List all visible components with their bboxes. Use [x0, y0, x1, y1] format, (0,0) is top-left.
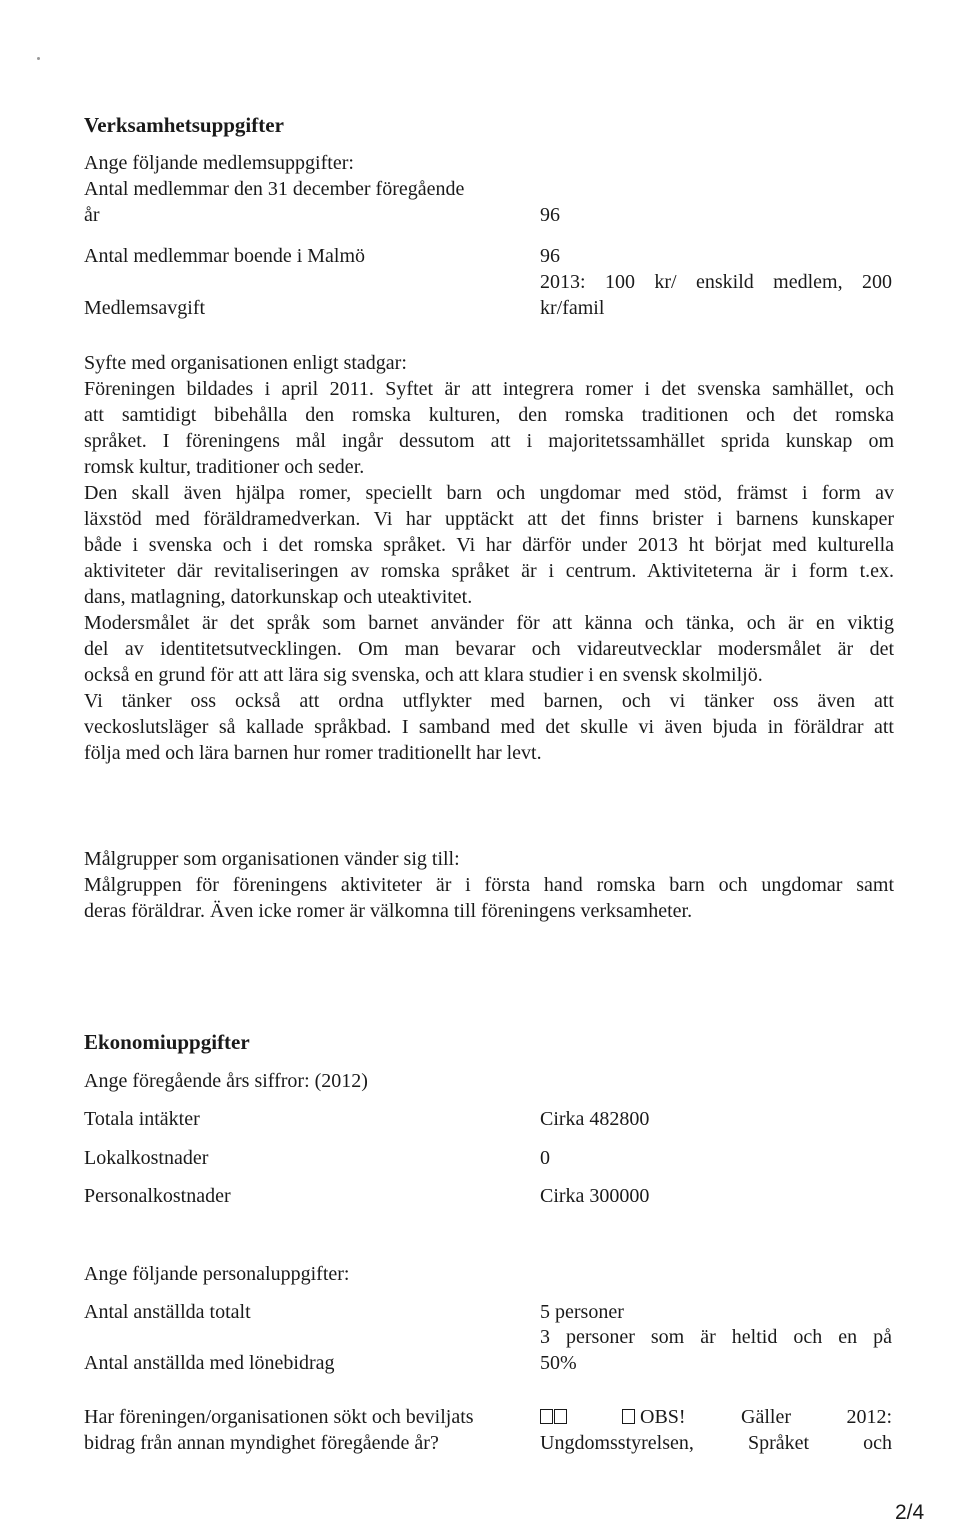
ekonomi-row-label: Lokalkostnader [84, 1147, 209, 1169]
personal-bidrag-label: Antal anställda med lönebidrag [84, 1352, 335, 1374]
malgrupp-paragraph [84, 872, 894, 924]
syfte-line: språket. I föreningens mål ingår dessutom att i majoritetssamhället sprida kunskap om [84, 430, 894, 452]
syfte-heading: Syfte med organisationen enligt stadgar: [84, 352, 407, 374]
personal-bidrag-value-line2: 50% [540, 1352, 577, 1374]
malmo-value: 96 [540, 245, 560, 267]
syfte-line: också en grund för att att lära sig svenska, och att klara studier i en svensk skolmiljö. [84, 664, 763, 686]
syfte-line: veckoslutsläger så kallade språkbad. I samband med det skulle vi även bjuda in föräldrar att [84, 716, 894, 738]
fee-value-line2: kr/famil [540, 297, 605, 319]
page-number: 2/4 [895, 1501, 925, 1524]
syfte-line: Den skall även hjälpa romer, speciellt barn och ungdomar med stöd, främst i form av [84, 482, 894, 504]
syfte-line: att samtidigt bibehålla den romska kulturen, den romska traditionen och det romska [84, 404, 894, 426]
personal-total-label: Antal anställda totalt [84, 1301, 251, 1323]
ekonomi-row-value: Cirka 300000 [540, 1185, 650, 1207]
section-heading-verksamhet: Verksamhetsuppgifter [84, 113, 284, 137]
checkbox-icon[interactable] [540, 1409, 553, 1424]
ekonomi-row-value: 0 [540, 1147, 550, 1169]
ekonomi-row-value: Cirka 482800 [540, 1108, 650, 1130]
bidrag-checkboxes-pair [540, 1404, 568, 1430]
checkbox-icon[interactable] [622, 1409, 635, 1424]
checkbox-icon[interactable] [554, 1409, 567, 1424]
malgrupp-line: deras föräldrar. Även icke romer är välkomna till föreningens verksamheter. [84, 900, 693, 922]
ekonomi-row-label: Personalkostnader [84, 1185, 231, 1207]
scan-speck [37, 57, 40, 60]
bidrag-question-line1: Har föreningen/organisationen sökt och beviljats [84, 1406, 474, 1428]
personal-bidrag-value-line1: 3 personer som är heltid och en på [540, 1326, 892, 1348]
members-intro: Ange följande medlemsuppgifter: [84, 152, 354, 174]
personal-intro: Ange följande personaluppgifter: [84, 1263, 350, 1285]
bidrag-question-line2: bidrag från annan myndighet föregående år? [84, 1432, 439, 1454]
syfte-line: både i svenska och i det romska språket. Vi har därför under 2013 ht börjat med kulturella [84, 534, 894, 556]
section-heading-ekonomi: Ekonomiuppgifter [84, 1030, 250, 1054]
malmo-label: Antal medlemmar boende i Malmö [84, 245, 366, 267]
syfte-line: dans, matlagning, datorkunskap och uteaktivitet. [84, 586, 473, 608]
syfte-paragraph [84, 376, 894, 766]
syfte-line: Föreningen bildades i april 2011. Syftet är att integrera romer i det svenska samhället, och [84, 378, 894, 400]
bidrag-checkbox-single [622, 1404, 636, 1430]
syfte-line: romsk kultur, traditioner och seder. [84, 456, 365, 478]
bidrag-answer-line1: OBS! Gäller 2012: [640, 1406, 892, 1428]
fee-value-line1: 2013: 100 kr/ enskild medlem, 200 [540, 271, 892, 293]
members-label-line2: år [84, 204, 100, 226]
syfte-line: följa med och lära barnen hur romer traditionellt har levt. [84, 742, 542, 764]
fee-label: Medlemsavgift [84, 297, 206, 319]
malgrupp-line: Målgruppen för föreningens aktiviteter är i första hand romska barn och ungdomar samt [84, 874, 894, 896]
bidrag-answer-line2: Ungdomsstyrelsen, Språket och [540, 1432, 892, 1454]
ekonomi-intro: Ange föregående års siffror: (2012) [84, 1070, 368, 1092]
ekonomi-row-label: Totala intäkter [84, 1108, 200, 1130]
members-label-line1: Antal medlemmar den 31 december föregående [84, 178, 465, 200]
syfte-line: del av identitetsutvecklingen. Om man bevarar och vidareutvecklar modersmålet är det [84, 638, 894, 660]
malgrupp-heading: Målgrupper som organisationen vänder sig till: [84, 848, 460, 870]
syfte-line: Modersmålet är det språk som barnet använder för att känna och tänka, och är en viktig [84, 612, 894, 634]
syfte-line: läxstöd med föräldramedverkan. Vi har upptäckt att det finns brister i barnens kunskaper [84, 508, 894, 530]
syfte-line: aktiviteter där revitaliseringen av romska språket är i centrum. Aktiviteterna är i form t.ex. [84, 560, 894, 582]
members-value: 96 [540, 204, 560, 226]
syfte-line: Vi tänker oss också att ordna utflykter med barnen, och vi tänker oss även att [84, 690, 894, 712]
personal-total-value: 5 personer [540, 1301, 624, 1323]
